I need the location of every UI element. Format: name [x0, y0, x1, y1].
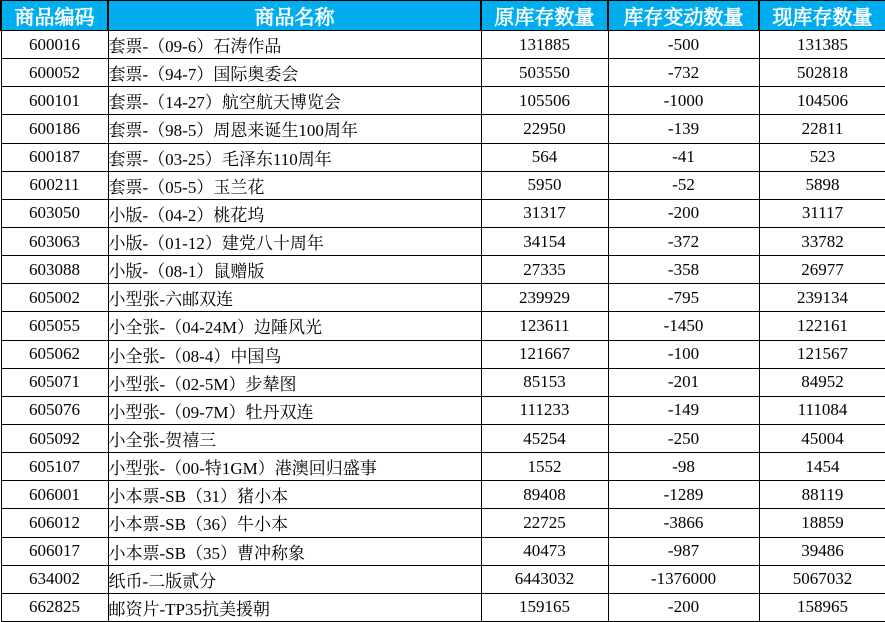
- cell-change-qty[interactable]: -200: [608, 199, 759, 227]
- cell-product-name[interactable]: 邮资片-TP35抗美援朝: [108, 593, 481, 621]
- cell-product-code[interactable]: 634002: [1, 565, 108, 593]
- cell-original-qty[interactable]: 31317: [481, 199, 608, 227]
- cell-product-code[interactable]: 603088: [1, 256, 108, 284]
- column-header-change-qty[interactable]: 库存变动数量: [608, 1, 759, 31]
- cell-product-name[interactable]: 小型张-（00-特1GM）港澳回归盛事: [108, 453, 481, 481]
- table-row: [1, 171, 885, 199]
- cell-current-qty[interactable]: 88119: [759, 481, 885, 509]
- cell-product-code[interactable]: 605076: [1, 396, 108, 424]
- table-row: [1, 396, 885, 424]
- table-row: [1, 115, 885, 143]
- cell-original-qty[interactable]: 89408: [481, 481, 608, 509]
- cell-change-qty[interactable]: -795: [608, 284, 759, 312]
- table-row: [1, 256, 885, 284]
- column-header-product-code[interactable]: 商品编码: [1, 1, 108, 31]
- cell-change-qty[interactable]: -201: [608, 368, 759, 396]
- cell-product-name[interactable]: 套票-（05-5）玉兰花: [108, 171, 481, 199]
- table-row: [1, 424, 885, 452]
- cell-product-code[interactable]: 605107: [1, 453, 108, 481]
- table-header-row: [1, 1, 885, 31]
- table-row: [1, 340, 885, 368]
- cell-product-code[interactable]: 600186: [1, 115, 108, 143]
- cell-original-qty[interactable]: 1552: [481, 453, 608, 481]
- cell-product-code[interactable]: 600101: [1, 87, 108, 115]
- cell-product-name[interactable]: 套票-（94-7）国际奥委会: [108, 59, 481, 87]
- cell-product-code[interactable]: 606017: [1, 537, 108, 565]
- cell-original-qty[interactable]: 5950: [481, 171, 608, 199]
- cell-current-qty[interactable]: 84952: [759, 368, 885, 396]
- cell-product-name[interactable]: 小型张-六邮双连: [108, 284, 481, 312]
- cell-change-qty[interactable]: -358: [608, 256, 759, 284]
- cell-product-name[interactable]: 小全张-贺禧三: [108, 424, 481, 452]
- cell-original-qty[interactable]: 22950: [481, 115, 608, 143]
- cell-current-qty[interactable]: 18859: [759, 509, 885, 537]
- cell-current-qty[interactable]: 122161: [759, 312, 885, 340]
- cell-product-code[interactable]: 605002: [1, 284, 108, 312]
- cell-current-qty[interactable]: 39486: [759, 537, 885, 565]
- cell-original-qty[interactable]: 159165: [481, 593, 608, 621]
- cell-product-name[interactable]: 小全张-（04-24M）边陲风光: [108, 312, 481, 340]
- cell-product-name[interactable]: 小本票-SB（31）猪小本: [108, 481, 481, 509]
- cell-product-name[interactable]: 小全张-（08-4）中国鸟: [108, 340, 481, 368]
- cell-original-qty[interactable]: 6443032: [481, 565, 608, 593]
- cell-change-qty[interactable]: -500: [608, 31, 759, 59]
- column-header-original-qty[interactable]: 原库存数量: [481, 1, 608, 31]
- cell-product-code[interactable]: 605062: [1, 340, 108, 368]
- cell-original-qty[interactable]: 121667: [481, 340, 608, 368]
- cell-product-code[interactable]: 662825: [1, 593, 108, 621]
- cell-product-name[interactable]: 套票-（03-25）毛泽东110周年: [108, 143, 481, 171]
- cell-product-code[interactable]: 606001: [1, 481, 108, 509]
- cell-original-qty[interactable]: 503550: [481, 59, 608, 87]
- cell-original-qty[interactable]: 131885: [481, 31, 608, 59]
- table-row: [1, 59, 885, 87]
- cell-change-qty[interactable]: -987: [608, 537, 759, 565]
- cell-change-qty[interactable]: -3866: [608, 509, 759, 537]
- cell-current-qty[interactable]: 158965: [759, 593, 885, 621]
- cell-product-name[interactable]: 小型张-（02-5M）步辇图: [108, 368, 481, 396]
- cell-original-qty[interactable]: 105506: [481, 87, 608, 115]
- table-row: [1, 593, 885, 621]
- cell-current-qty[interactable]: 104506: [759, 87, 885, 115]
- cell-product-code[interactable]: 600052: [1, 59, 108, 87]
- cell-product-name[interactable]: 小本票-SB（35）曹冲称象: [108, 537, 481, 565]
- cell-product-name[interactable]: 小本票-SB（36）牛小本: [108, 509, 481, 537]
- cell-current-qty[interactable]: 502818: [759, 59, 885, 87]
- cell-original-qty[interactable]: 27335: [481, 256, 608, 284]
- cell-product-code[interactable]: 600187: [1, 143, 108, 171]
- cell-product-name[interactable]: 纸币-二版贰分: [108, 565, 481, 593]
- cell-product-code[interactable]: 605055: [1, 312, 108, 340]
- column-header-current-qty[interactable]: 现库存数量: [759, 1, 885, 31]
- table-row: [1, 453, 885, 481]
- table-row: [1, 284, 885, 312]
- table-row: [1, 31, 885, 59]
- cell-current-qty[interactable]: 1454: [759, 453, 885, 481]
- cell-original-qty[interactable]: 22725: [481, 509, 608, 537]
- cell-change-qty[interactable]: -372: [608, 227, 759, 255]
- table-row: [1, 199, 885, 227]
- cell-product-name[interactable]: 小版-（08-1）鼠赠版: [108, 256, 481, 284]
- cell-product-name[interactable]: 套票-（09-6）石涛作品: [108, 31, 481, 59]
- cell-current-qty[interactable]: 5067032: [759, 565, 885, 593]
- cell-change-qty[interactable]: -100: [608, 340, 759, 368]
- cell-current-qty[interactable]: 45004: [759, 424, 885, 452]
- table-row: [1, 537, 885, 565]
- cell-change-qty[interactable]: -52: [608, 171, 759, 199]
- cell-current-qty[interactable]: 26977: [759, 256, 885, 284]
- cell-change-qty[interactable]: -732: [608, 59, 759, 87]
- cell-original-qty[interactable]: 40473: [481, 537, 608, 565]
- cell-original-qty[interactable]: 45254: [481, 424, 608, 452]
- cell-change-qty[interactable]: -250: [608, 424, 759, 452]
- cell-product-code[interactable]: 603050: [1, 199, 108, 227]
- cell-original-qty[interactable]: 123611: [481, 312, 608, 340]
- cell-original-qty[interactable]: 85153: [481, 368, 608, 396]
- cell-original-qty[interactable]: 34154: [481, 227, 608, 255]
- cell-change-qty[interactable]: -149: [608, 396, 759, 424]
- cell-product-code[interactable]: 605071: [1, 368, 108, 396]
- cell-change-qty[interactable]: -1289: [608, 481, 759, 509]
- column-header-product-name[interactable]: 商品名称: [108, 1, 481, 31]
- cell-original-qty[interactable]: 111233: [481, 396, 608, 424]
- cell-product-name[interactable]: 小型张-（09-7M）牡丹双连: [108, 396, 481, 424]
- cell-current-qty[interactable]: 523: [759, 143, 885, 171]
- cell-product-code[interactable]: 606012: [1, 509, 108, 537]
- cell-current-qty[interactable]: 31117: [759, 199, 885, 227]
- table-row: [1, 509, 885, 537]
- table-row: [1, 481, 885, 509]
- table-row: [1, 87, 885, 115]
- cell-current-qty[interactable]: 121567: [759, 340, 885, 368]
- cell-product-name[interactable]: 小版-（01-12）建党八十周年: [108, 227, 481, 255]
- cell-change-qty[interactable]: -41: [608, 143, 759, 171]
- cell-product-name[interactable]: 套票-（14-27）航空航天博览会: [108, 87, 481, 115]
- table-row: [1, 368, 885, 396]
- table-row: [1, 227, 885, 255]
- cell-product-code[interactable]: 603063: [1, 227, 108, 255]
- cell-product-code[interactable]: 600211: [1, 171, 108, 199]
- cell-product-code[interactable]: 605092: [1, 424, 108, 452]
- cell-change-qty[interactable]: -139: [608, 115, 759, 143]
- table-row: [1, 312, 885, 340]
- cell-change-qty[interactable]: -98: [608, 453, 759, 481]
- cell-original-qty[interactable]: 564: [481, 143, 608, 171]
- cell-change-qty[interactable]: -200: [608, 593, 759, 621]
- table-row: [1, 565, 885, 593]
- cell-change-qty[interactable]: -1376000: [608, 565, 759, 593]
- cell-original-qty[interactable]: 239929: [481, 284, 608, 312]
- cell-current-qty[interactable]: 5898: [759, 171, 885, 199]
- cell-current-qty[interactable]: 111084: [759, 396, 885, 424]
- cell-current-qty[interactable]: 33782: [759, 227, 885, 255]
- cell-current-qty[interactable]: 131385: [759, 31, 885, 59]
- cell-product-name[interactable]: 小版-（04-2）桃花坞: [108, 199, 481, 227]
- cell-change-qty[interactable]: -1450: [608, 312, 759, 340]
- table-row: [1, 143, 885, 171]
- cell-change-qty[interactable]: -1000: [608, 87, 759, 115]
- cell-product-code[interactable]: 600016: [1, 31, 108, 59]
- cell-product-name[interactable]: 套票-（98-5）周恩来诞生100周年: [108, 115, 481, 143]
- cell-current-qty[interactable]: 239134: [759, 284, 885, 312]
- cell-current-qty[interactable]: 22811: [759, 115, 885, 143]
